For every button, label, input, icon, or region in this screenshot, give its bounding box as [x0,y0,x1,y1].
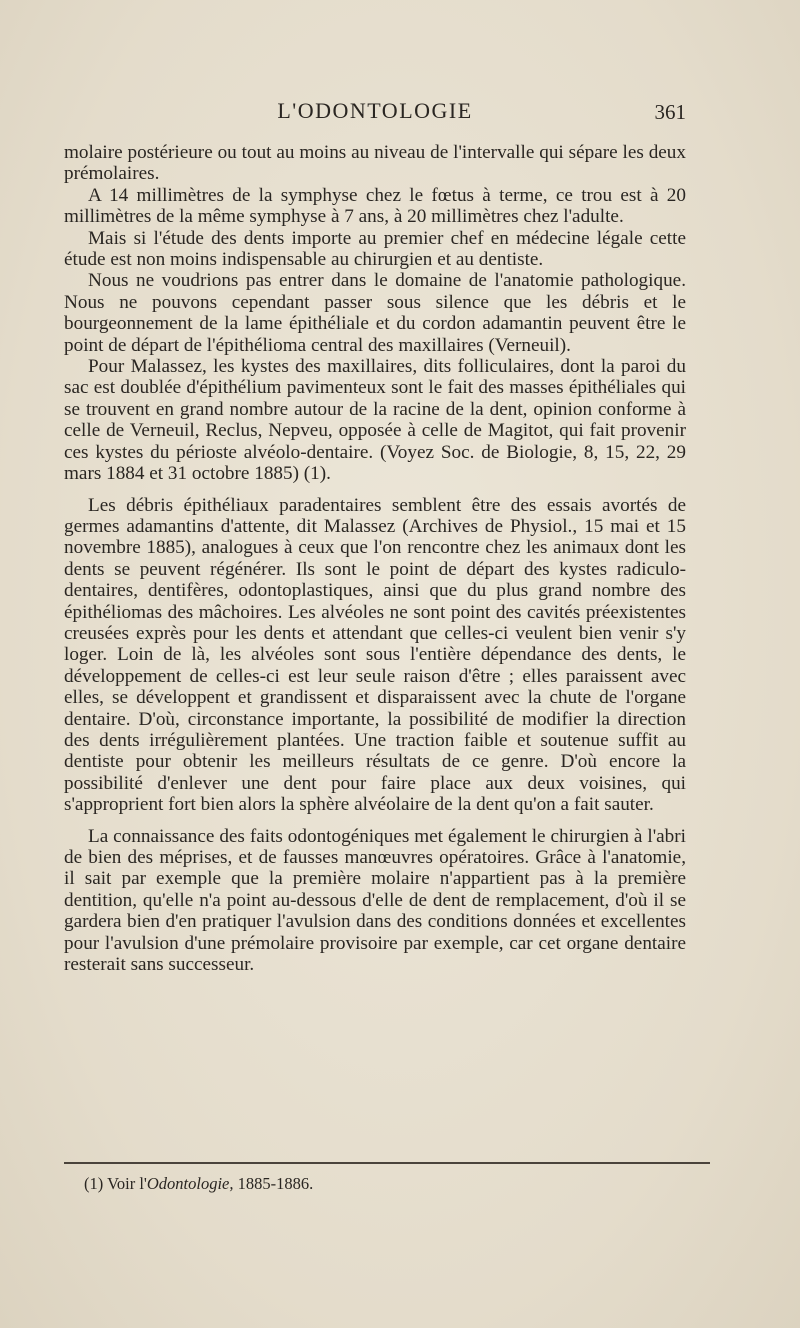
running-title: L'ODONTOLOGIE [277,98,473,123]
body-text [64,142,686,975]
footnote-marker: (1) [84,1174,104,1193]
paragraph: La connaissance des faits odontogéniques met également le chirurgien à l'abri de bien des méprises, et de fausses manœuvres opératoires. Grâce à l'anatomie, il sait par exemple que la première molaire n'appartient pas à la première dentition, qu'elle n'a point au-dessous d'elle de dent de remplacement, d'où il se gardera bien d'en pratiquer l'avulsion dans des conditions données et excellentes pour l'avulsion d'une prémolaire provisoire par exemple, car cet organe dentaire resterait sans successeur. [64,825,686,976]
page-number: 361 [654,100,686,124]
paragraph: molaire postérieure ou tout au moins au niveau de l'intervalle qui sépare les deux prémolaires. [64,142,686,185]
paragraph: Nous ne voudrions pas entrer dans le domaine de l'anatomie pathologique. Nous ne pouvons cependant passer sous silence que les débris et le bourgeonnement de la lame épithéliale et du cordon adamantin peuvent être le point de départ de l'épithélioma central des maxillaires (Verneuil). [64,270,686,356]
footnote-years: 1885-1886. [237,1174,314,1193]
paragraph: Les débris épithéliaux paradentaires semblent être des essais avortés de germes adamantins d'attente, dit Malassez (Archives de Physiol., 15 mai et 15 novembre 1885), analogues à ceux que l'on rencontre chez les animaux dont les dents se peuvent régénérer. Ils sont le point de départ des kystes radiculo-dentaires, dentifères, odontoplastiques, ainsi que du plus grand nombre des épithéliomas des mâchoires. Les alvéoles ne sont point des cavités préexistentes creusées exprès pour les dents et attendant que celles-ci veulent bien venir s'y loger. Loin de là, les alvéoles sont sous l'entière dépendance des dents, le développement de celles-ci est leur seule raison d'être ; elles paraissent avec elles, se développent et grandissent et disparaissent avec la chute de l'organe dentaire. D'où, circonstance importante, la possibilité de modifier la direction des dents irrégulièrement plantées. Une traction faible et soutenue suffit au dentiste pour obtenir les meilleurs résultats de ce genre. D'où encore la possibilité d'enlever une dent pour faire place aux deux voisines, qui s'approprient fort bien alors la sphère alvéolaire de la dent qu'on a fait sauter. [64,494,686,816]
paragraph: Pour Malassez, les kystes des maxillaires, dits folliculaires, dont la paroi du sac est doublée d'épithélium pavimenteux sont le fait des masses épithéliales qui se trouvent en grand nombre autour de la racine de la dent, opinion conforme à celle de Verneuil, Reclus, Nepveu, opposée à celle de Magitot, qui fait provenir ces kystes du périoste alvéolo-dentaire. (Voyez Soc. de Biologie, 8, 15, 22, 29 mars 1884 et 31 octobre 1885) (1). [64,356,686,485]
footnote-title: Odontologie, [146,1174,234,1193]
paragraph: A 14 millimètres de la symphyse chez le fœtus à terme, ce trou est à 20 millimètres de la même symphyse à 7 ans, à 20 millimètres chez l'adulte. [64,184,686,228]
paragraph: Mais si l'étude des dents importe au premier chef en médecine légale cette étude est non moins indispensable au chirurgien et au dentiste. [64,227,686,271]
footnote [84,1174,313,1194]
page-header [64,98,686,128]
footnote-rule [64,1162,710,1164]
footnote-prefix: Voir l' [107,1174,147,1193]
